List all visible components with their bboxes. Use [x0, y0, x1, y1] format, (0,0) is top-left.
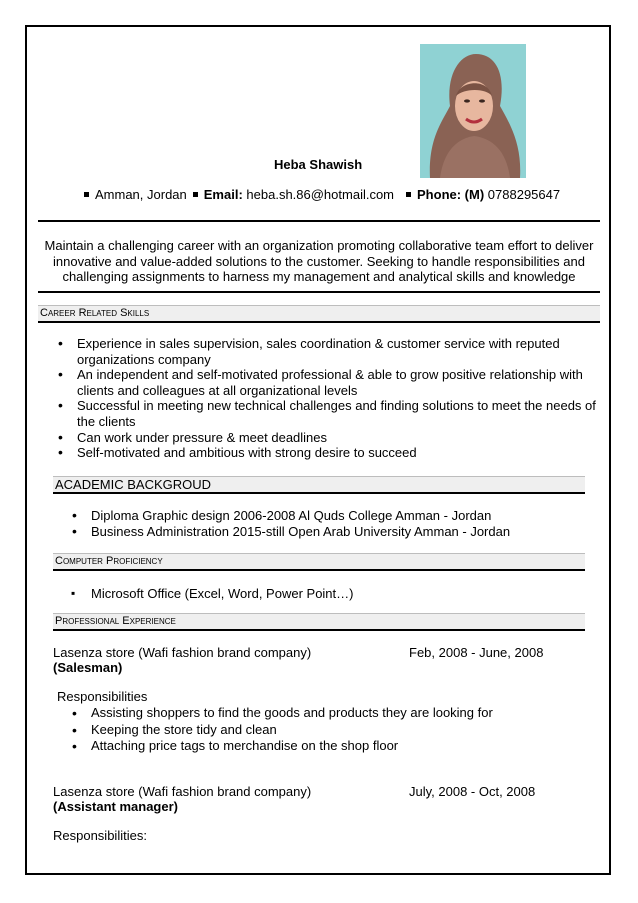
- list-item: • An independent and self-motivated professional & able to grow positive relationship with clients and colleagues at all organizational levels: [53, 367, 598, 398]
- duties-list: [67, 705, 587, 755]
- job-role: (Salesman): [53, 660, 123, 675]
- location: Amman, Jordan: [95, 187, 187, 202]
- section-header-academic: ACADEMIC BACKGROUD: [53, 476, 585, 494]
- job-entry: [53, 784, 593, 814]
- skills-list: [53, 336, 598, 461]
- list-item: ▪ Microsoft Office (Excel, Word, Power Point…): [67, 586, 587, 602]
- list-item: • Business Administration 2015-still Open Arab University Amman - Jordan: [67, 524, 587, 540]
- list-item: • Self-motivated and ambitious with strong desire to succeed: [53, 445, 598, 461]
- job-role: (Assistant manager): [53, 799, 178, 814]
- profile-photo: [420, 44, 526, 178]
- list-item: • Assisting shoppers to find the goods and products they are looking for: [67, 705, 587, 722]
- responsibilities-label: Responsibilities:: [53, 828, 147, 843]
- candidate-name: Heba Shawish: [274, 157, 363, 172]
- academic-list: [67, 508, 587, 539]
- list-item: • Experience in sales supervision, sales coordination & customer service with reputed organizations company: [53, 336, 598, 367]
- job-dates: July, 2008 - Oct, 2008: [409, 784, 536, 799]
- section-header-skills: Career Related Skills: [38, 305, 600, 323]
- list-item: • Attaching price tags to merchandise on the shop floor: [67, 738, 587, 755]
- list-item: • Keeping the store tidy and clean: [67, 722, 587, 739]
- email-address[interactable]: heba.sh.86@hotmail.com: [246, 187, 395, 202]
- job-dates: Feb, 2008 - June, 2008: [409, 645, 544, 660]
- section-header-experience: Professional Experience: [53, 613, 585, 631]
- section-header-computer: Computer Proficiency: [53, 553, 585, 571]
- phone-number: 0788295647: [487, 187, 561, 202]
- contact-line: [84, 187, 560, 202]
- list-item: • Diploma Graphic design 2006-2008 Al Quds College Amman - Jordan: [67, 508, 587, 524]
- job-company: Lasenza store (Wafi fashion brand company): [53, 645, 312, 660]
- responsibilities-label: Responsibilities: [57, 689, 148, 704]
- bullet-square-icon: [406, 192, 411, 197]
- divider: [38, 291, 600, 293]
- bullet-square-icon: [193, 192, 198, 197]
- email-label: Email:: [203, 187, 243, 202]
- divider: [38, 220, 600, 222]
- computer-list: [67, 586, 587, 602]
- list-item: • Can work under pressure & meet deadlines: [53, 430, 598, 446]
- list-item: • Successful in meeting new technical challenges and finding solutions to meet the needs of the clients: [53, 398, 598, 429]
- objective-statement: Maintain a challenging career with an organization promoting collaborative team effort to deliver innovative and value-added solutions to the customer. Seeking to handle responsibilities and challenging assignments to harness my management and analytical skills and knowledge: [44, 238, 594, 284]
- job-company: Lasenza store (Wafi fashion brand company): [53, 784, 312, 799]
- phone-label: Phone: (M): [417, 187, 485, 202]
- bullet-square-icon: [84, 192, 89, 197]
- job-entry: [53, 645, 593, 675]
